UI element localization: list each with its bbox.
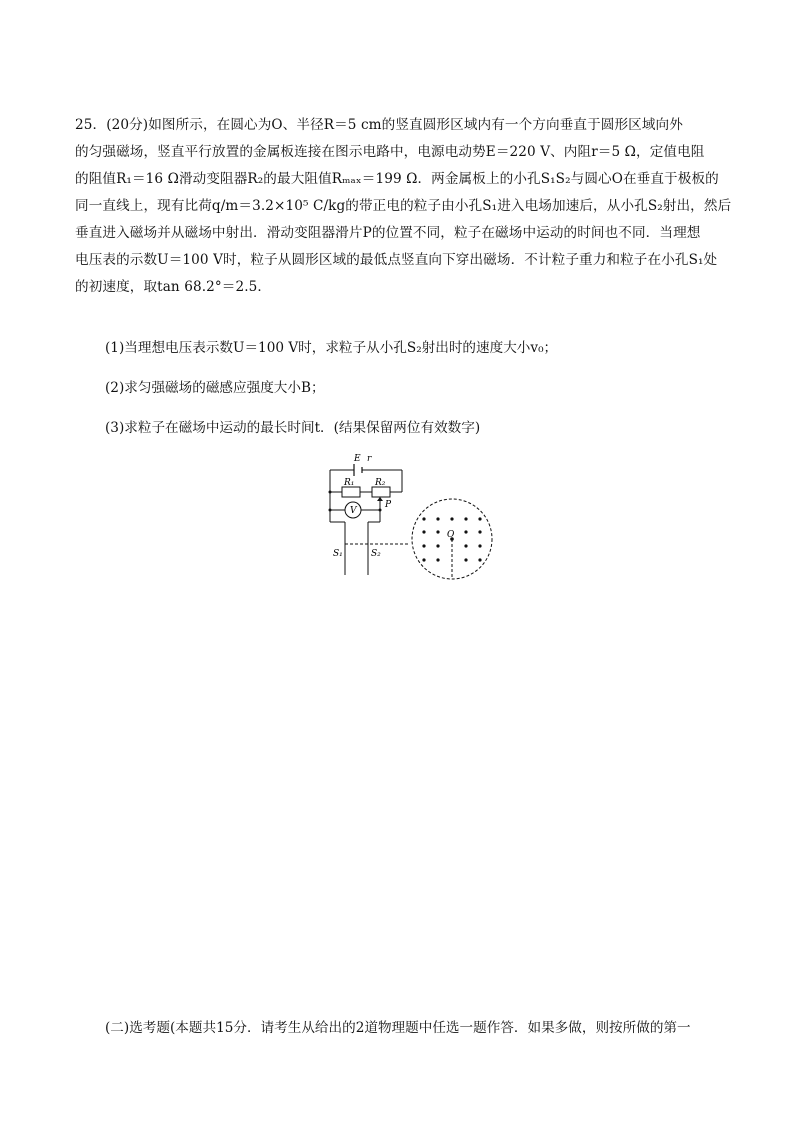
- problem-line-7: 的初速度，取tan 68.2°＝2.5．: [75, 279, 272, 295]
- label-s2: S₂: [371, 549, 381, 559]
- label-r1: R₁: [344, 478, 355, 488]
- problem-line-6: 电压表的示数U＝100 V时，粒子从圆形区域的最低点竖直向下穿出磁场．不计粒子重力和粒子在小孔S₁处: [75, 252, 718, 268]
- question-1: (1)当理想电压表示数U＝100 V时，求粒子从小孔S₂射出时的速度大小v₀；: [105, 340, 558, 356]
- circuit-magnetic-field-figure: [320, 452, 500, 582]
- label-p: P: [385, 500, 392, 510]
- problem-25-text: [75, 112, 732, 301]
- label-r2: R₂: [375, 478, 386, 488]
- problem-line-3: 的阻值R₁＝16 Ω滑动变阻器R₂的最大阻值Rₘₐₓ＝199 Ω．两金属板上的小孔S₁S₂与圆心O在垂直于极板的: [75, 171, 719, 187]
- elective-section-heading: (二)选考题(本题共15分．请考生从给出的2道物理题中任选一题作答．如果多做，则按所做的第一: [105, 1020, 691, 1036]
- problem-line-2: 的匀强磁场，竖直平行放置的金属板连接在图示电路中，电源电动势E＝220 V、内阻r＝5 Ω，定值电阻: [75, 144, 705, 160]
- question-3: (3)求粒子在磁场中运动的最长时间t．(结果保留两位有效数字): [105, 420, 481, 436]
- question-2: (2)求匀强磁场的磁感应强度大小B；: [105, 380, 325, 396]
- label-s1: S₁: [333, 549, 343, 559]
- problem-line-1: 25．(20分)如图所示，在圆心为O、半径R＝5 cm的竖直圆形区域内有一个方向垂直于圆形区域向外: [75, 117, 683, 133]
- label-v: V: [350, 506, 357, 516]
- resistor-r2: [372, 487, 390, 497]
- label-e: E: [354, 454, 361, 464]
- resistor-r1: [342, 487, 360, 497]
- label-o: O: [447, 530, 455, 540]
- slider-arrow-icon: [377, 497, 383, 501]
- problem-line-4: 同一直线上，现有比荷q/m＝3.2×10⁵ C/kg的带正电的粒子由小孔S₁进入电场加速后，从小孔S₂射出，然后: [75, 198, 732, 214]
- label-r: r: [367, 454, 372, 464]
- problem-line-5: 垂直进入磁场并从磁场中射出．滑动变阻器滑片P的位置不同，粒子在磁场中运动的时间也不同．当理想: [75, 225, 701, 241]
